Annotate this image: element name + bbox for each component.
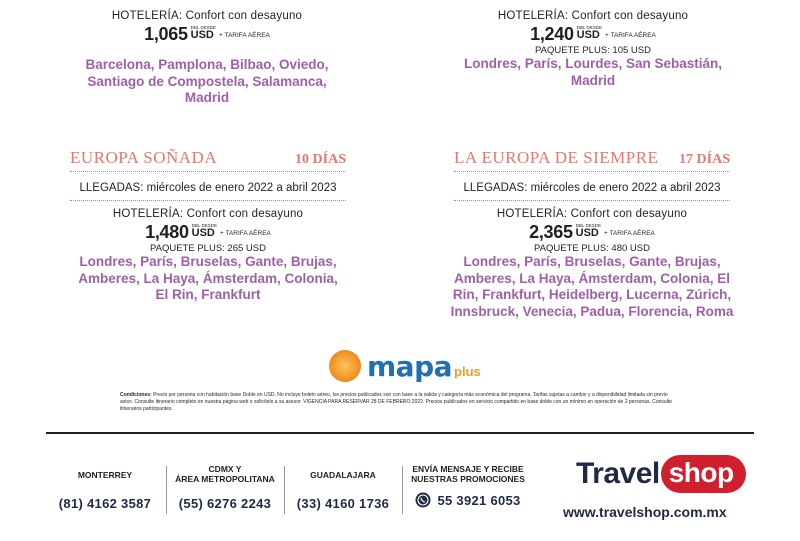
travel-text: Travel	[576, 457, 660, 490]
separator	[166, 466, 167, 514]
package-londres-madrid	[455, 10, 731, 89]
package-la-europa-de-siempre	[450, 208, 734, 320]
llegadas: LLEGADAS: miércoles de enero 2022 a abril 2023	[70, 182, 346, 201]
contact-monterrey	[50, 470, 160, 511]
dbl-desde: DBL DESDE	[575, 223, 601, 228]
mapa-text: mapa	[367, 349, 453, 383]
tarifa-aerea: + TARIFA AÉREA	[605, 32, 656, 39]
currency: USD	[576, 29, 600, 41]
travelshop-logo	[576, 455, 746, 493]
price-row	[450, 223, 734, 241]
package-title: LA EUROPA DE SIEMPRE	[454, 148, 659, 167]
paquete-plus: PAQUETE PLUS: 480 USD	[534, 243, 650, 254]
contact-label-line1: CDMX Y	[208, 464, 242, 474]
hotel-info: HOTELERÍA: Confort con desayuno	[111, 10, 303, 22]
package-title-europa-sonada	[70, 148, 346, 172]
conditions	[120, 392, 680, 413]
contact-guadalajara	[288, 470, 398, 511]
tarifa-aerea: + TARIFA AÉREA	[604, 230, 655, 237]
tarifa-aerea: + TARIFA AÉREA	[219, 32, 270, 39]
separator	[284, 466, 285, 514]
currency: USD	[191, 227, 215, 239]
llegadas: LLEGADAS: miércoles de enero 2022 a abril 2023	[454, 182, 730, 201]
contact-phone[interactable]: (55) 6276 2243	[178, 496, 272, 511]
separator	[402, 466, 403, 514]
paquete-plus: PAQUETE PLUS: 265 USD	[150, 243, 266, 254]
price: 1,480	[145, 222, 189, 242]
divider	[46, 432, 754, 434]
whatsapp-icon[interactable]	[415, 492, 431, 508]
package-days: 17 DÍAS	[679, 152, 730, 167]
contact-phone[interactable]: 55 3921 6053	[437, 492, 521, 508]
tarifa-aerea: + TARIFA AÉREA	[220, 230, 271, 237]
price: 2,365	[529, 222, 573, 242]
travelshop-url[interactable]: www.travelshop.com.mx	[563, 504, 727, 520]
currency: USD	[575, 227, 599, 239]
hotel-info: HOTELERÍA: Confort con desayuno	[112, 208, 304, 220]
paquete-plus: PAQUETE PLUS: 105 USD	[535, 45, 651, 56]
package-barcelona	[72, 10, 342, 107]
price-row	[455, 25, 731, 43]
contact-label-line1: ENVÍA MENSAJE Y RECIBE	[412, 464, 524, 474]
conditions-text: Precio por persona con habitación base Doble en USD. No incluye boleto aéreo, los precios publicados son con base a la salida y categoría más económica del programa. Tarifas sujetas a cambio y a disponibilidad limitada sin previo aviso. Consulte itinerario completo en nuestra página web o solicítelo a su asesor. VIGENCIA PARA RESERVAR 28 DE FEBRERO 2022. Precios publicados en servicio compartido en base doble con un mínimo en operación de 2 personas. Consulte itinerarios participantes.	[120, 392, 672, 412]
contact-label-line2: NUESTRAS PROMOCIONES	[411, 474, 525, 484]
hotel-info: HOTELERÍA: Confort con desayuno	[496, 208, 688, 220]
shop-badge	[661, 455, 746, 493]
contact-phone[interactable]: (81) 4162 3587	[58, 496, 152, 511]
price-row	[72, 25, 342, 43]
price: 1,065	[144, 24, 188, 44]
shop-text: shop	[668, 457, 734, 488]
price: 1,240	[530, 24, 574, 44]
contact-label-line2: ÁREA METROPOLITANA	[175, 474, 275, 484]
dbl-desde: DBL DESDE	[190, 25, 216, 30]
currency: USD	[190, 29, 214, 41]
contact-label: MONTERREY	[77, 470, 133, 480]
sun-icon	[328, 349, 362, 383]
conditions-label: Condiciones:	[120, 392, 152, 398]
contact-whatsapp	[406, 464, 530, 508]
contact-label: GUADALAJARA	[310, 470, 376, 480]
contact-cdmx	[170, 464, 280, 511]
plus-text: plus	[454, 363, 481, 379]
cities-list: Londres, París, Lourdes, San Sebastián, Madrid	[463, 56, 723, 88]
contact-phone[interactable]: (33) 4160 1736	[296, 496, 390, 511]
hotel-info: HOTELERÍA: Confort con desayuno	[497, 10, 689, 22]
cities-list: Londres, París, Bruselas, Gante, Brujas, Amberes, La Haya, Ámsterdam, Colonia, El Rin, Frankfurt, Heidelberg, Lucerna, Zúrich, Innsbruck, Venecia, Padua, Florencia, Roma	[450, 254, 734, 319]
cities-list: Barcelona, Pamplona, Bilbao, Oviedo, Santiago de Compostela, Salamanca, Madrid	[85, 57, 329, 105]
mapa-plus-logo	[328, 349, 481, 383]
price-row	[70, 223, 346, 241]
dbl-desde: DBL DESDE	[191, 223, 217, 228]
package-title: EUROPA SOÑADA	[70, 148, 218, 167]
package-title-la-europa-de-siempre	[454, 148, 730, 172]
dbl-desde: DBL DESDE	[576, 25, 602, 30]
package-europa-sonada	[70, 208, 346, 304]
cities-list: Londres, París, Bruselas, Gante, Brujas, Amberes, La Haya, Ámsterdam, Colonia, El Rin, Frankfurt	[78, 254, 338, 302]
package-days: 10 DÍAS	[295, 152, 346, 167]
